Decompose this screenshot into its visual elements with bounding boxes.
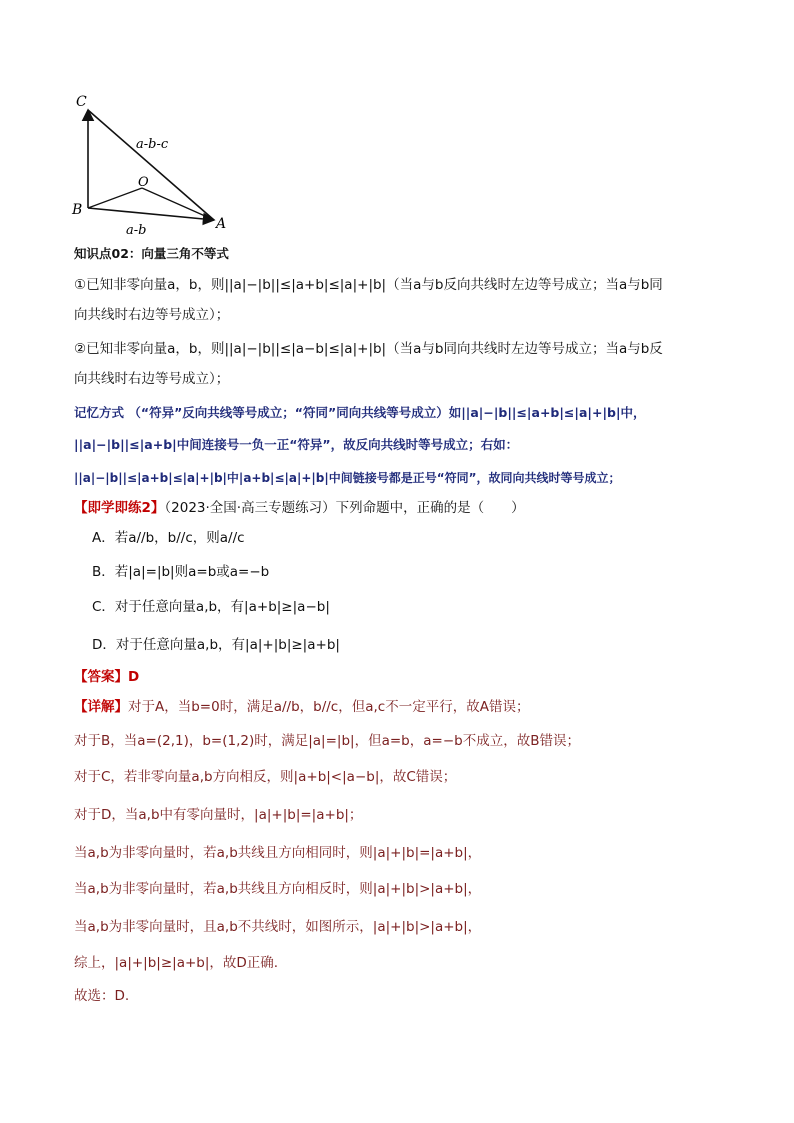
- question-header: [74, 498, 525, 518]
- section-title: 知识点02：向量三角不等式: [74, 246, 229, 261]
- memory-line-3: ||a|−|b||≤|a+b|≤|a|+|b|中|a+b|≤|a|+|b|中间链接号都是正号“符同”，故同向共线时等号成立；: [74, 471, 621, 485]
- segment-ac: [88, 110, 214, 220]
- segment-ba: [88, 208, 214, 220]
- vector-abc-label: a-b-c: [136, 137, 169, 152]
- detail-line-9: 故选：D.: [74, 988, 130, 1004]
- property-2-line-1: ②已知非零向量a，b，则||a|−|b||≤|a−b|≤|a|+|b|（当a与b同向共线时左边等号成立；当a与b反: [74, 341, 663, 357]
- option-c: C．对于任意向量a,b，有|a+b|≥|a−b|: [92, 599, 330, 615]
- option-d: D．对于任意向量a,b，有|a|+|b|≥|a+b|: [92, 637, 340, 653]
- detail-line-5: 当a,b为非零向量时，若a,b共线且方向相同时，则|a|+|b|=|a+b|，: [74, 845, 482, 861]
- property-2-line-2: 向共线时右边等号成立）；: [74, 371, 230, 387]
- point-c-label: C: [76, 94, 87, 110]
- answer-tag: 【答案】: [74, 669, 128, 685]
- detail-line-4: 对于D，当a,b中有零向量时，|a|+|b|=|a+b|；: [74, 807, 363, 823]
- detail-line-8: 综上，|a|+|b|≥|a+b|，故D正确.: [74, 955, 279, 971]
- option-a: A．若a//b，b//c，则a//c: [92, 530, 245, 546]
- detail-tag: 【详解】: [74, 699, 128, 715]
- vector-ab-label: a-b: [126, 223, 147, 238]
- detail-line-7: 当a,b为非零向量时，且a,b不共线时，如图所示，|a|+|b|>|a+b|，: [74, 919, 482, 935]
- option-b: B．若|a|=|b|则a=b或a=−b: [92, 564, 270, 580]
- question-tag: 【即学即练2】: [74, 500, 165, 516]
- memory-line-1: 记忆方式 （“符异”反向共线等号成立；“符同”同向共线等号成立）如||a|−|b||≤|a+b|≤|a|+|b|中，: [74, 405, 646, 420]
- question-source: （2023·全国·高三专题练习）下列命题中，正确的是（ ）: [164, 500, 525, 516]
- detail-line-2: 对于B，当a=(2,1)，b=(1,2)时，满足|a|=|b|，但a=b，a=−b不成立，故B错误；: [74, 733, 580, 749]
- property-1-line-2: 向共线时右边等号成立）；: [74, 307, 230, 323]
- property-1-line-1: ①已知非零向量a，b，则||a|−|b||≤|a+b|≤|a|+|b|（当a与b反向共线时左边等号成立；当a与b同: [74, 277, 663, 293]
- segment-bo: [88, 188, 142, 208]
- point-o-label: O: [138, 175, 149, 190]
- detail-line-1: [74, 697, 529, 717]
- vector-triangle-diagram: [64, 88, 244, 238]
- point-a-label: A: [216, 216, 227, 232]
- answer-value: D: [128, 669, 140, 685]
- detail-line-6: 当a,b为非零向量时，若a,b共线且方向相反时，则|a|+|b|>|a+b|，: [74, 881, 482, 897]
- point-b-label: B: [72, 202, 83, 218]
- segment-oa: [142, 188, 214, 220]
- memory-line-2: ||a|−|b||≤|a+b|中间连接号一负一正“符异”，故反向共线时等号成立；右如：: [74, 437, 519, 452]
- answer-line: [74, 667, 139, 687]
- detail-line-3: 对于C，若非零向量a,b方向相反，则|a+b|<|a−b|，故C错误；: [74, 769, 457, 785]
- detail-text-1: 对于A，当b=0时，满足a//b，b//c，但a,c不一定平行，故A错误；: [128, 699, 530, 715]
